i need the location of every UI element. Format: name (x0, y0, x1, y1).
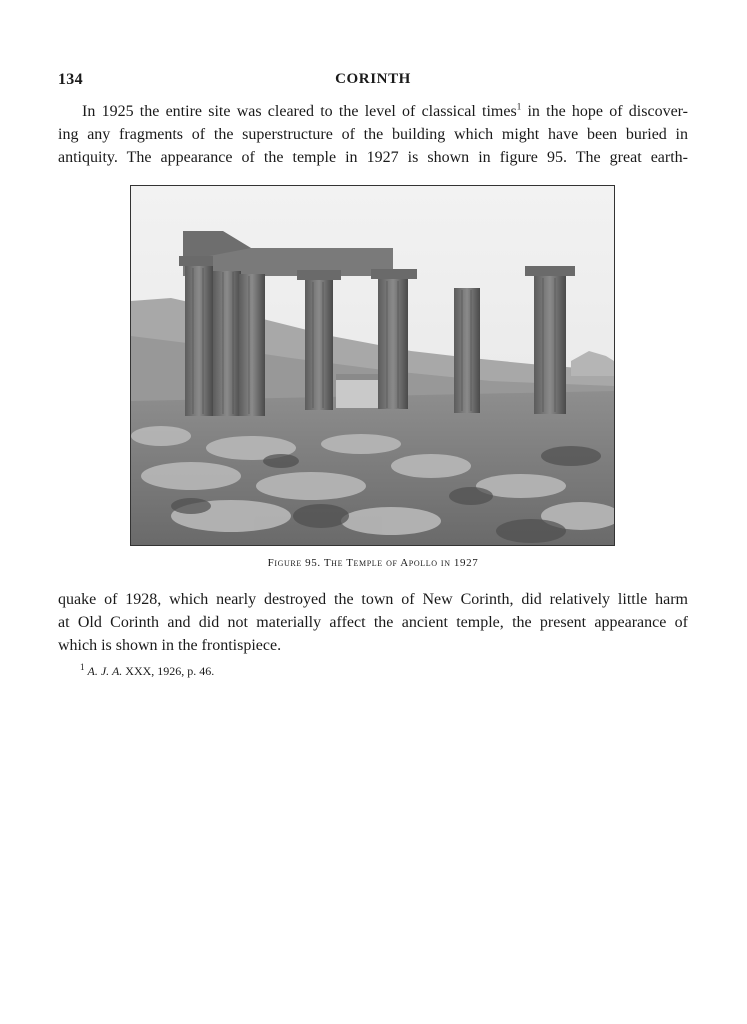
footnote (80, 664, 214, 679)
footnote-citation: XXX, 1926, p. 46. (125, 664, 215, 678)
paragraph-2 (58, 588, 688, 657)
paragraph-1-line-2: ing any fragments of the superstructure of the building which might have been buried in (58, 126, 688, 143)
paragraph-1-line-1 (58, 100, 688, 123)
footnote-source: A. J. A. (87, 664, 123, 678)
footnote-marker: 1 (80, 662, 85, 672)
paragraph-1-line-1-text-a: In 1925 the entire site was cleared to the level of classical times (82, 103, 517, 120)
paragraph-2-line-1: quake of 1928, which nearly destroyed the town of New Corinth, did relatively little harm (58, 591, 688, 608)
running-head: CORINTH (335, 71, 411, 87)
paragraph-1-line-3: antiquity. The appearance of the temple in 1927 is shown in figure 95. The great earth- (58, 149, 688, 166)
footnote-reference: 1 (516, 101, 522, 112)
figure-95-photograph (130, 185, 615, 546)
paragraph-1 (58, 100, 688, 169)
temple-photo (131, 186, 614, 545)
page-header (58, 71, 688, 93)
paragraph-1-line-1-text-b: in the hope of discover- (527, 103, 689, 120)
paragraph-2-line-3: which is shown in the frontispiece. (58, 637, 282, 654)
paragraph-2-line-2: at Old Corinth and did not materially affect the ancient temple, the present appearance of (58, 614, 688, 631)
figure-caption: Figure 95. The Temple of Apollo in 1927 (267, 557, 479, 569)
page-number: 134 (58, 71, 83, 88)
